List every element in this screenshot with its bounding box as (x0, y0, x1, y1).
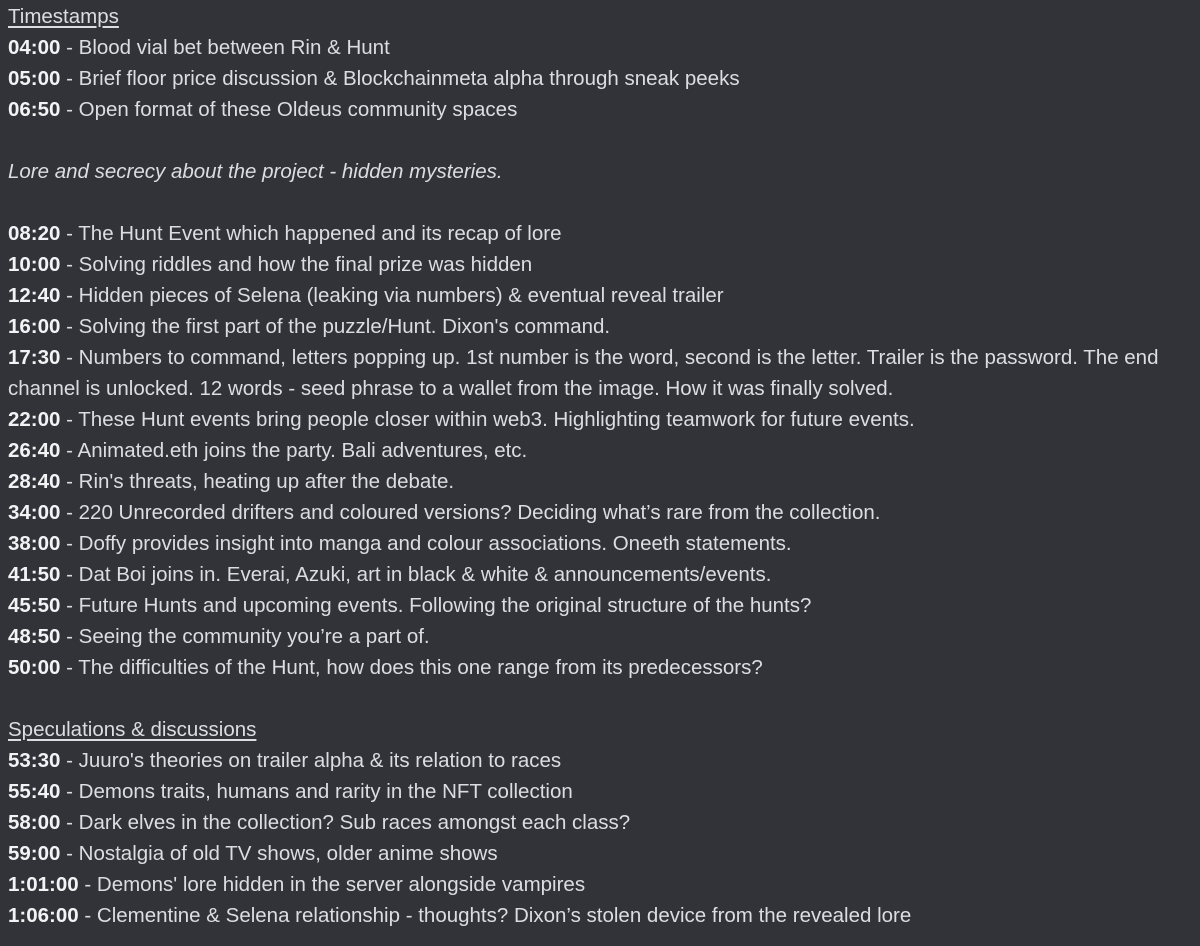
timestamp: 38:00 (8, 532, 61, 555)
timestamp: 59:00 (8, 842, 61, 865)
section-subtitle-lore: Lore and secrecy about the project - hidden mysteries. (8, 160, 503, 183)
section-heading-timestamps: Timestamps (8, 5, 119, 28)
entry-text: - Seeing the community you’re a part of. (60, 625, 430, 648)
entry-text: - Juuro's theories on trailer alpha & its relation to races (60, 749, 562, 772)
entry-text: - Numbers to command, letters popping up. 1st number is the word, second is the letter. Trailer is the password. The end channel is unlocked. 12 words - seed phrase to a wallet from the image. How it was finally solved. (8, 346, 1159, 400)
timestamp-entry (8, 807, 1192, 838)
timestamp-entry (8, 776, 1192, 807)
timestamp-entry (8, 652, 1192, 683)
timestamp-entry (8, 838, 1192, 869)
timestamp: 04:00 (8, 36, 61, 59)
section-heading-speculations: Speculations & discussions (8, 718, 257, 741)
timestamp: 22:00 (8, 408, 61, 431)
timestamp: 45:50 (8, 594, 61, 617)
timestamp-entry (8, 63, 1192, 94)
entry-text: - Demons' lore hidden in the server alongside vampires (78, 873, 586, 896)
timestamp-entry (8, 342, 1192, 404)
entry-text: - Blood vial bet between Rin & Hunt (60, 36, 390, 59)
timestamp-entry (8, 621, 1192, 652)
timestamp-entry (8, 218, 1192, 249)
timestamp: 1:01:00 (8, 873, 79, 896)
timestamp-entry (8, 900, 1192, 931)
timestamp-entry (8, 94, 1192, 125)
entry-text: - Open format of these Oldeus community spaces (60, 98, 518, 121)
timestamp-entry (8, 466, 1192, 497)
entry-text: - The Hunt Event which happened and its recap of lore (60, 222, 562, 245)
timestamp-entry (8, 745, 1192, 776)
timestamp-entry (8, 404, 1192, 435)
timestamp-entry (8, 559, 1192, 590)
blank-line (8, 125, 1192, 156)
timestamp: 1:06:00 (8, 904, 79, 927)
timestamp-entry (8, 497, 1192, 528)
entry-text: - Dat Boi joins in. Everai, Azuki, art in black & white & announcements/events. (60, 563, 772, 586)
entry-text: - 220 Unrecorded drifters and coloured versions? Deciding what’s rare from the collection. (60, 501, 881, 524)
timestamp: 16:00 (8, 315, 61, 338)
entry-text: - Hidden pieces of Selena (leaking via numbers) & eventual reveal trailer (60, 284, 724, 307)
timestamp: 41:50 (8, 563, 61, 586)
timestamp: 55:40 (8, 780, 61, 803)
entry-text: - Demons traits, humans and rarity in the NFT collection (60, 780, 573, 803)
timestamp-entry (8, 528, 1192, 559)
timestamp-entry (8, 311, 1192, 342)
blank-line (8, 683, 1192, 714)
timestamp: 26:40 (8, 439, 61, 462)
timestamp: 17:30 (8, 346, 61, 369)
entry-text: - These Hunt events bring people closer within web3. Highlighting teamwork for future events. (60, 408, 915, 431)
timestamp: 34:00 (8, 501, 61, 524)
entry-text: - Dark elves in the collection? Sub races amongst each class? (60, 811, 631, 834)
timestamp-entry (8, 869, 1192, 900)
entry-text: - Nostalgia of old TV shows, older anime shows (60, 842, 498, 865)
entry-text: - The difficulties of the Hunt, how does this one range from its predecessors? (60, 656, 763, 679)
timestamp: 12:40 (8, 284, 61, 307)
entry-text: - Future Hunts and upcoming events. Following the original structure of the hunts? (60, 594, 812, 617)
entry-text: - Brief floor price discussion & Blockchainmeta alpha through sneak peeks (60, 67, 740, 90)
entry-text: - Rin's threats, heating up after the debate. (60, 470, 455, 493)
entry-text: - Doffy provides insight into manga and colour associations. Oneeth statements. (60, 532, 792, 555)
timestamp-entry (8, 590, 1192, 621)
timestamp: 48:50 (8, 625, 61, 648)
entry-text: - Animated.eth joins the party. Bali adventures, etc. (60, 439, 528, 462)
entry-text: - Solving riddles and how the final prize was hidden (60, 253, 533, 276)
timestamp: 53:30 (8, 749, 61, 772)
timestamp-entry (8, 32, 1192, 63)
timestamp: 08:20 (8, 222, 61, 245)
entry-text: - Solving the first part of the puzzle/Hunt. Dixon's command. (60, 315, 611, 338)
timestamp: 58:00 (8, 811, 61, 834)
timestamp-entry (8, 280, 1192, 311)
timestamp: 06:50 (8, 98, 61, 121)
timestamp: 28:40 (8, 470, 61, 493)
timestamp-entry (8, 435, 1192, 466)
entry-text: - Clementine & Selena relationship - thoughts? Dixon’s stolen device from the revealed lore (78, 904, 912, 927)
timestamp: 05:00 (8, 67, 61, 90)
timestamp: 50:00 (8, 656, 61, 679)
timestamp: 10:00 (8, 253, 61, 276)
timestamp-entry (8, 249, 1192, 280)
blank-line (8, 187, 1192, 218)
